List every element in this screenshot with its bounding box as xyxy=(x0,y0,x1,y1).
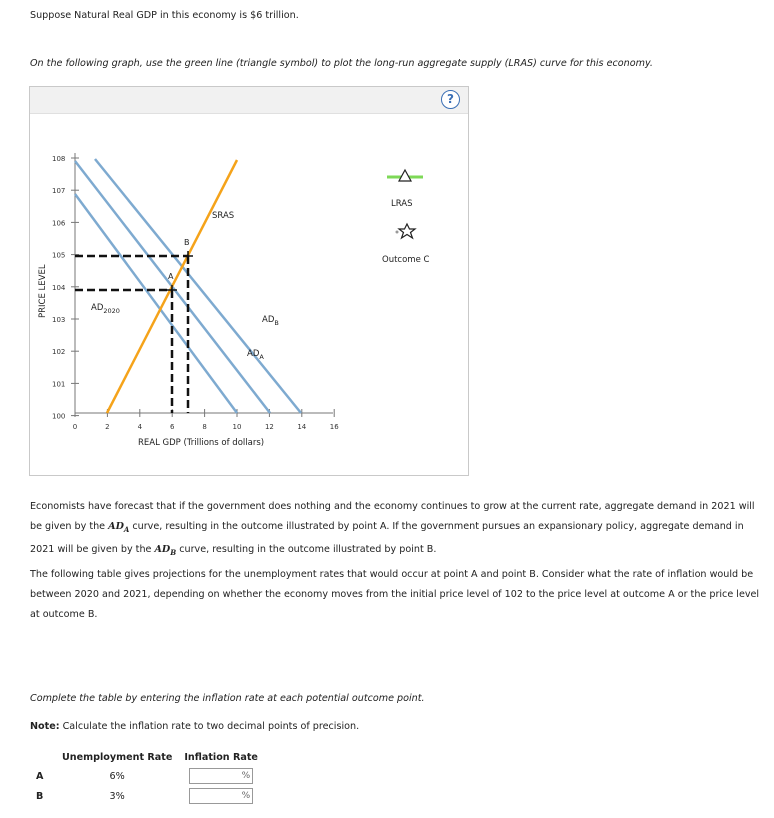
y-tick-label: 103 xyxy=(52,316,66,324)
x-tick-label: 10 xyxy=(232,423,242,431)
percent-sign: % xyxy=(241,771,251,781)
y-tick-label: 107 xyxy=(52,187,66,196)
x-axis-title: REAL GDP (Trillions of dollars) xyxy=(138,438,265,448)
star-icon xyxy=(399,224,415,238)
header-inflation: Inflation Rate xyxy=(184,751,258,763)
unemployment-a: 6% xyxy=(109,770,125,782)
row-label-a: A xyxy=(36,770,44,782)
note-text: Note: Calculate the inflation rate to two decimal points of precision. xyxy=(30,721,360,732)
ad-b-symbol: $AD_B$ xyxy=(154,543,177,557)
y-axis-title: PRICE LEVEL xyxy=(38,264,48,318)
x-tick-label: 2 xyxy=(105,423,110,431)
x-tick-label: 8 xyxy=(202,423,207,431)
x-tick-label: 12 xyxy=(264,423,274,431)
lras-tool[interactable] xyxy=(387,170,423,181)
adb-label: $AD_B$ xyxy=(262,315,279,327)
point-b-label: B xyxy=(184,238,190,247)
y-tick-label: 108 xyxy=(52,155,66,163)
intro-text: Suppose Natural Real GDP in this economy is $6 trillion. xyxy=(30,10,299,21)
outcome-c-tool[interactable] xyxy=(396,224,416,238)
row-label-b: B xyxy=(36,790,44,802)
x-tick-label: 6 xyxy=(169,423,175,431)
table-row xyxy=(30,786,264,806)
inflation-input-b[interactable] xyxy=(189,788,253,804)
x-tick-label: 0 xyxy=(72,423,78,431)
header-unemployment: Unemployment Rate xyxy=(62,751,173,763)
paragraph-forecast: Economists have forecast that if the government does nothing and the economy continues to grow at the current rate, aggregate demand in 2021 will be given by the $AD_A$ curve, resulting in the outcome illustrated by point A. If the government pursues an expansionary policy, aggregate demand in 2021 will be given by the $AD_B$ curve, resulting in the outcome illustrated by point B. xyxy=(30,501,755,557)
x-tick-label: 16 xyxy=(329,423,339,431)
unemployment-b: 3% xyxy=(109,790,125,802)
y-tick-label: 104 xyxy=(52,283,66,292)
y-tick-label: 105 xyxy=(52,251,66,260)
help-icon[interactable]: ? xyxy=(441,90,460,109)
table-row xyxy=(30,766,264,786)
y-tick-label: 101 xyxy=(52,380,66,389)
x-tick-label: 14 xyxy=(297,423,307,431)
point-a-label: A xyxy=(168,272,174,281)
ada-label: $AD_A$ xyxy=(247,349,264,361)
paragraph-table-intro: The following table gives projections for the unemployment rates that would occur at point A and point B. Consider what the rate of inflation would be between 2020 and 2021, depending on whether the economy moves from the initial price level of 102 to the price level at outcome A or the price level at outcome B. xyxy=(30,569,760,620)
y-tick-label: 102 xyxy=(52,348,66,357)
sras-label: SRAS xyxy=(212,211,235,221)
y-tick-label: 106 xyxy=(52,219,66,228)
ad-a-symbol: $AD_A$ xyxy=(108,521,130,534)
projection-table xyxy=(30,748,264,806)
inflation-input-a[interactable] xyxy=(189,768,253,784)
axis-ticks xyxy=(52,155,339,431)
percent-sign: % xyxy=(241,791,251,801)
ad2020-label: $AD_{2020}$ xyxy=(91,303,120,315)
x-tick-label: 4 xyxy=(137,423,143,431)
task-text: Complete the table by entering the inflation rate at each potential outcome point. xyxy=(30,693,425,704)
lras-legend-label: LRAS xyxy=(391,199,413,209)
y-tick-label: 100 xyxy=(52,412,66,421)
outcome-c-legend-label: Outcome C xyxy=(382,255,430,265)
instruction-text: On the following graph, use the green line (triangle symbol) to plot the long-run aggregate supply (LRAS) curve for this economy. xyxy=(30,58,653,69)
